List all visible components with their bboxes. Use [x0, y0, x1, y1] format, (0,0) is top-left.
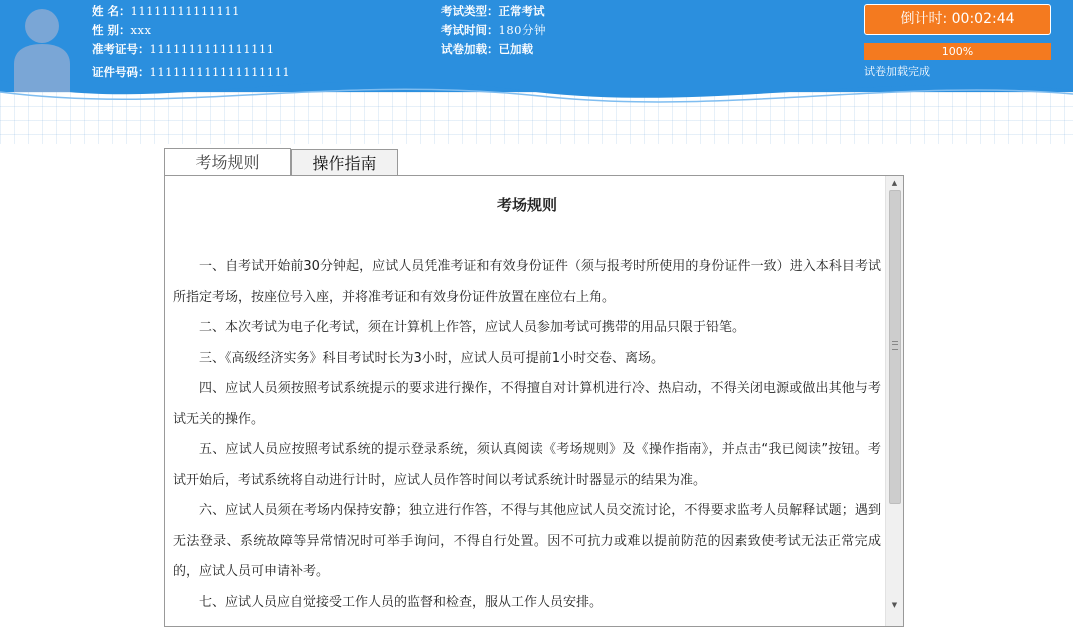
- tab-exam-rules[interactable]: 考场规则: [164, 148, 291, 176]
- exam-type-row: [441, 2, 546, 21]
- load-status-text: 试卷加载完成: [864, 65, 930, 78]
- gender-value: xxx: [130, 23, 152, 37]
- exam-time-label: 考试时间：: [441, 23, 499, 37]
- rule-paragraph-6: 六、应试人员须在考场内保持安静；独立进行作答，不得与其他应试人员交流讨论，不得要求监考人员解释试题；遇到无法登录、系统故障等异常情况时可举手询问，不得自行处置。因不可抗力或难以提前防范的因素致使考试无法正常完成的，应试人员可申请补考。: [173, 503, 881, 579]
- rule-paragraph-3: 三、《高级经济实务》科目考试时长为3小时，应试人员可提前1小时交卷、离场。: [199, 350, 665, 366]
- name-row: [92, 2, 290, 21]
- admission-label: 准考证号：: [92, 42, 150, 56]
- rule-paragraph-4: 四、应试人员须按照考试系统提示的要求进行操作，不得擅自对计算机进行冷、热启动，不得关闭电源或做出其他与考试无关的操作。: [173, 381, 881, 427]
- rule-paragraph-2: 二、本次考试为电子化考试，须在计算机上作答，应试人员参加考试可携带的用品只限于铅笔。: [199, 320, 746, 335]
- scroll-up-icon[interactable]: ▲: [891, 179, 898, 187]
- paper-load-label: 试卷加载：: [441, 42, 499, 56]
- exam-time-row: [441, 21, 546, 40]
- scrollbar-thumb[interactable]: [889, 190, 901, 504]
- exam-type-label: 考试类型：: [441, 4, 499, 18]
- rules-panel: [164, 175, 904, 627]
- id-value: 111111111111111111: [149, 65, 291, 79]
- progress-text: 100%: [941, 45, 974, 58]
- paper-load-row: [441, 40, 546, 59]
- exam-info: [441, 2, 546, 59]
- rules-content: [173, 176, 881, 618]
- countdown-timer: 倒计时: 00:02:44: [864, 4, 1051, 35]
- candidate-info: [92, 2, 290, 82]
- rule-paragraph-1: 一、自考试开始前30分钟起，应试人员凭准考证和有效身份证件（须与报考时所使用的身份证件一致）进入本科目考试所指定考场，按座位号入座，并将准考证和有效身份证件放置在座位右上角。: [173, 259, 881, 305]
- rule-paragraph-7: 七、应试人员应自觉接受工作人员的监督和检查，服从工作人员安排。: [199, 594, 603, 610]
- rules-scrollbar[interactable]: [885, 176, 903, 626]
- paper-load-value: 已加载: [498, 42, 533, 56]
- avatar-icon: [14, 4, 70, 92]
- exam-type-value: 正常考试: [498, 4, 545, 18]
- rule-paragraph-5: 五、应试人员应按照考试系统的提示登录系统，须认真阅读《考场规则》及《操作指南》，并点击“我已阅读”按钮。考试开始后，考试系统将自动进行计时，应试人员作答时间以考试系统计时器显示的结果为准。: [173, 442, 881, 488]
- scroll-down-icon[interactable]: ▼: [891, 601, 898, 609]
- admission-row: [92, 40, 290, 59]
- id-row: [92, 63, 290, 82]
- gender-label: 性 别：: [92, 23, 131, 37]
- gender-row: [92, 21, 290, 40]
- id-label: 证件号码：: [92, 65, 150, 79]
- exam-time-value: 180分钟: [498, 23, 546, 37]
- name-value: 11111111111111: [130, 4, 240, 18]
- admission-value: 1111111111111111: [149, 42, 275, 56]
- paper-load-progress-bar: [864, 43, 1051, 60]
- rules-title: 考场规则: [496, 196, 557, 214]
- tab-operation-guide[interactable]: 操作指南: [291, 149, 398, 177]
- name-label: 姓 名：: [92, 4, 131, 18]
